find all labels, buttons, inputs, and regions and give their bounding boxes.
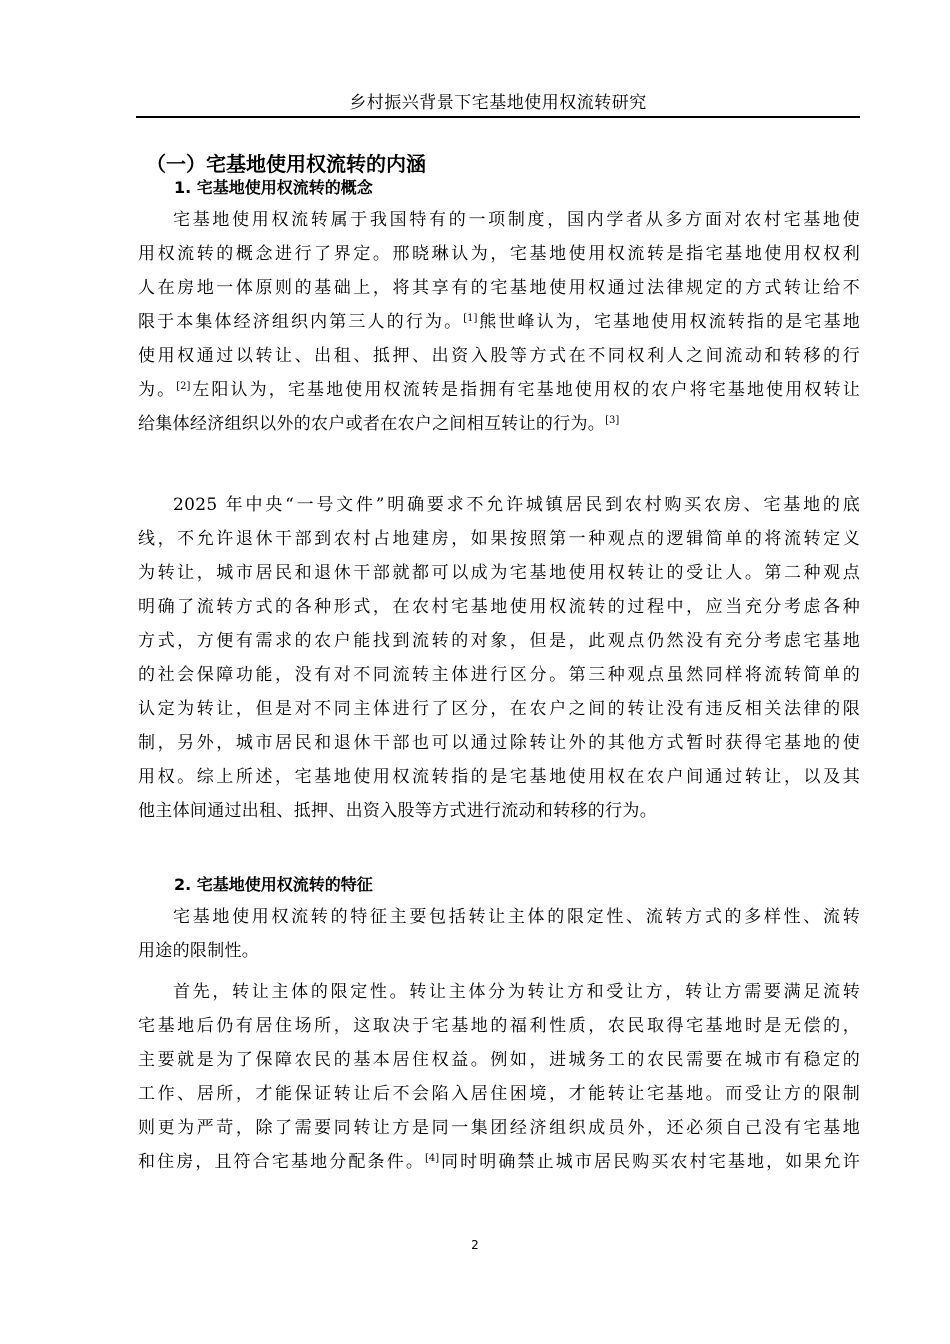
text-line: 则更为严苛，除了需要同转让方是同一集团经济组织成员外，还必须自己没有宅基地 <box>138 1118 860 1138</box>
text-line <box>138 373 860 407</box>
text-segment: 给集体经济组织以外的农户或者在农户之间相互转让的行为。 <box>138 414 606 434</box>
text-line <box>138 1145 860 1179</box>
text-line: 使用权通过以转让、出租、抵押、出资入股等方式在不同权利人之间流动和转移的行 <box>138 346 860 366</box>
citation-ref: [1] <box>463 313 478 324</box>
page-number: 2 <box>471 1238 479 1252</box>
citation-ref: [3] <box>605 415 620 426</box>
citation-ref: [2] <box>176 381 191 392</box>
text-line: 主要就是为了保障农民的基本居住权益。例如，进城务工的农民需要在城市有稳定的 <box>138 1050 860 1070</box>
text-line: 用权。综上所述，宅基地使用权流转指的是宅基地使用权在农户间通过转让，以及其 <box>138 767 860 787</box>
text-line: 的社会保障功能，没有对不同流转主体进行区分。第三种观点虽然同样将流转简单的 <box>138 665 860 685</box>
text-line: 方式，方便有需求的农户能找到流转的对象，但是，此观点仍然没有充分考虑宅基地 <box>138 631 860 651</box>
text-line: 为转让，城市居民和退休干部就都可以成为宅基地使用权转让的受让人。第二种观点 <box>138 563 860 583</box>
text-segment: 左阳认为，宅基地使用权流转是指拥有宅基地使用权的农户将宅基地使用权转让 <box>190 380 860 400</box>
text-segment: 限于本集体经济组织内第三人的行为。 <box>138 312 464 332</box>
text-line: 宅基地使用权流转的特征主要包括转让主体的限定性、流转方式的多样性、流转 <box>173 907 860 927</box>
text-line <box>138 407 860 441</box>
text-line: 工作、居所，才能保证转让后不会陷入居住困境，才能转让宅基地。而受让方的限制 <box>138 1084 860 1104</box>
section-title: （一）宅基地使用权流转的内涵 <box>146 152 426 176</box>
running-header: 乡村振兴背景下宅基地使用权流转研究 <box>349 93 647 113</box>
paragraph-features-intro <box>138 900 860 968</box>
text-segment: 为。 <box>138 380 177 400</box>
text-line: 明确了流转方式的各种形式，在农村宅基地使用权流转的过程中，应当充分考虑各种 <box>138 597 860 617</box>
text-line: 制，另外，城市居民和退休干部也可以通过除转让外的其他方式暂时获得宅基地的使 <box>138 733 860 753</box>
header-rule <box>136 116 860 118</box>
text-line: 宅基地后仍有居住场所，这取决于宅基地的福利性质，农民取得宅基地时是无偿的， <box>138 1016 860 1036</box>
text-line: 首先，转让主体的限定性。转让主体分为转让方和受让方，转让方需要满足流转 <box>173 982 860 1002</box>
text-line: 宅基地使用权流转属于我国特有的一项制度，国内学者从多方面对农村宅基地使 <box>173 210 860 230</box>
text-segment: 和住房，且符合宅基地分配条件。 <box>138 1152 425 1172</box>
text-line: 2025 年中央“一号文件”明确要求不允许城镇居民到农村购买农房、宅基地的底 <box>173 495 860 515</box>
paragraph-analysis <box>138 488 860 828</box>
paragraph-concept <box>138 203 860 441</box>
subheading-concept: 1. 宅基地使用权流转的概念 <box>174 178 373 197</box>
citation-ref: [4] <box>424 1153 440 1164</box>
text-line: 人在房地一体原则的基础上，将其享有的宅基地使用权通过法律规定的方式转让给不 <box>138 278 860 298</box>
text-line: 用途的限制性。 <box>138 941 260 961</box>
subheading-features: 2. 宅基地使用权流转的特征 <box>174 875 373 894</box>
text-line: 用权流转的概念进行了界定。邢晓琳认为，宅基地使用权流转是指宅基地使用权权利 <box>138 244 860 264</box>
text-segment: 熊世峰认为，宅基地使用权流转指的是宅基地 <box>477 312 860 332</box>
text-line: 他主体间通过出租、抵押、出资入股等方式进行流动和转移的行为。 <box>138 801 657 821</box>
text-line <box>138 305 860 339</box>
paragraph-subject-limitation <box>138 975 860 1179</box>
text-line: 线，不允许退休干部到农村占地建房，如果按照第一种观点的逻辑简单的将流转定义 <box>138 529 860 549</box>
text-segment: 同时明确禁止城市居民购买农村宅基地，如果允许 <box>439 1152 860 1172</box>
text-line: 认定为转让，但是对不同主体进行了区分，在农户之间的转让没有违反相关法律的限 <box>138 699 860 719</box>
